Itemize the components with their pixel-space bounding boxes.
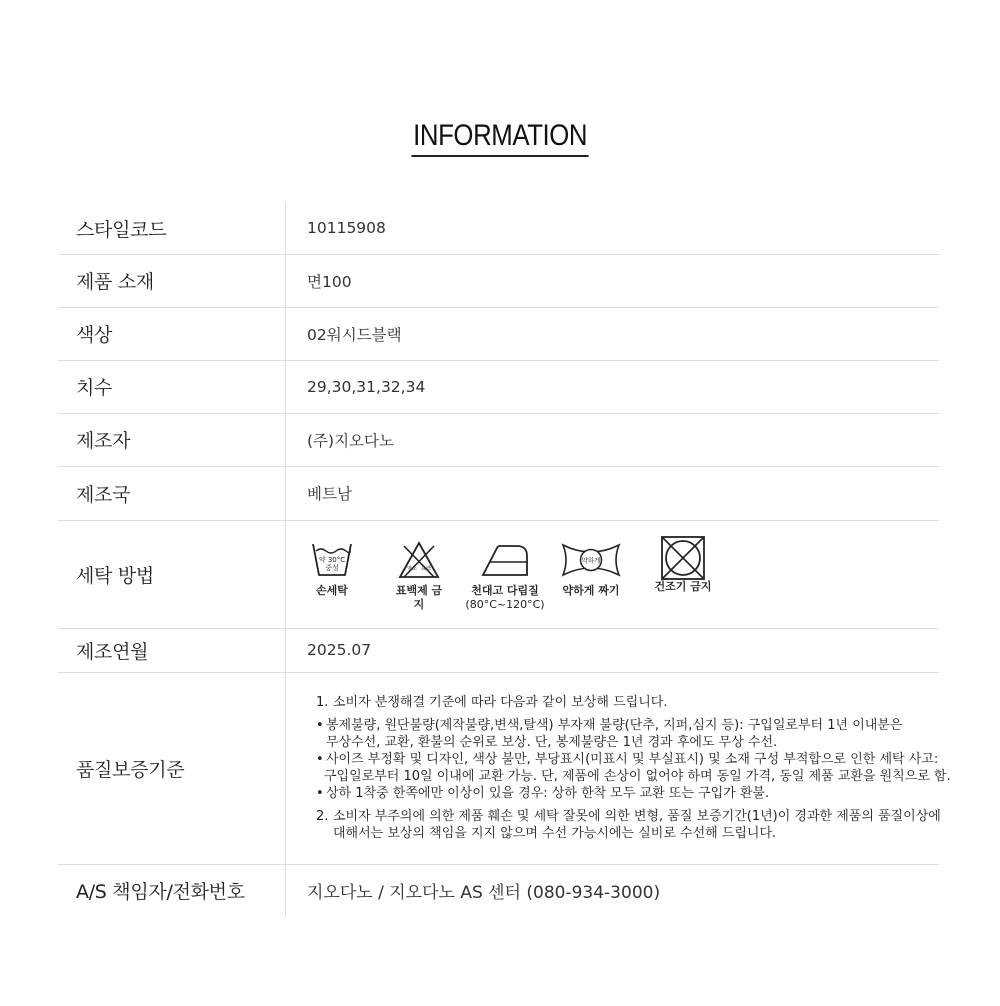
care-label: 건조기 금지 xyxy=(654,580,712,593)
item-text-cont: 대해서는 보상의 책임을 지지 않으며 수선 가능시에는 실비로 수선해 드립니다. xyxy=(333,826,777,841)
bullet-marker: • xyxy=(316,718,324,733)
item-number: 1. xyxy=(316,695,329,710)
warranty-bullet-1 xyxy=(316,717,939,734)
info-title: INFORMATION xyxy=(411,118,588,157)
row-value: 10115908 xyxy=(307,219,386,238)
row-label: 세탁 방법 xyxy=(58,520,286,628)
care-item-iron xyxy=(467,540,543,612)
row-country xyxy=(58,466,939,520)
row-material xyxy=(58,254,939,307)
row-manufacture-date xyxy=(58,628,939,672)
warranty-bullet-2 xyxy=(316,751,939,768)
hand-wash-icon xyxy=(310,540,354,580)
row-warranty xyxy=(58,672,939,864)
care-item-no-tumble-dry xyxy=(647,540,719,594)
row-value: 지오다노 / 지오다노 AS 센터 (080-934-3000) xyxy=(307,882,661,903)
bullet-marker: • xyxy=(316,752,324,767)
bullet-text: 사이즈 부정확 및 디자인, 색상 불만, 부당표시(미표시 및 부실표시) 및 소재 구성 부적합으로 인한 세탁 사고: xyxy=(326,752,939,767)
warranty-item-2 xyxy=(316,808,939,825)
row-value: 2025.07 xyxy=(307,641,372,659)
warranty-text xyxy=(316,694,951,842)
row-care xyxy=(58,520,939,628)
row-label: 제품 소재 xyxy=(58,254,286,307)
care-label: 표백제 금지 xyxy=(395,584,443,611)
no-bleach-bleach: 표백 xyxy=(421,566,431,572)
row-label: 치수 xyxy=(58,360,286,413)
row-label: 품질보증기준 xyxy=(58,672,286,864)
row-style-code xyxy=(58,203,939,254)
row-size xyxy=(58,360,939,413)
bullet-text-cont: 무상수선, 교환, 환불의 순위로 보상. 단, 봉제불량은 1년 경과 후에도 무상 수선. xyxy=(326,735,778,750)
no-bleach-icon xyxy=(397,540,441,580)
row-label: A/S 책임자/전화번호 xyxy=(58,864,286,916)
care-cell xyxy=(286,520,940,628)
row-value: 베트남 xyxy=(307,485,352,503)
item-text: 소비자 분쟁해결 기준에 따라 다음과 같이 보상해 드립니다. xyxy=(333,695,668,710)
bullet-text: 봉제불량, 원단불량(제작불량,변색,탈색) 부자재 불량(단추, 지퍼,심지 등): 구입일로부터 1년 이내분은 xyxy=(326,718,903,733)
warranty-bullet-3 xyxy=(316,785,939,802)
warranty-cell xyxy=(286,672,951,864)
row-label: 제조연월 xyxy=(58,628,286,672)
row-value: 면100 xyxy=(307,272,352,291)
no-tumble-dry-icon xyxy=(660,535,706,581)
iron-icon xyxy=(480,540,530,580)
care-label: 손세탁 xyxy=(316,584,348,597)
row-label: 제조자 xyxy=(58,413,286,466)
bullet-marker: • xyxy=(316,786,324,801)
hand-wash-neutral: 중성 xyxy=(325,564,339,572)
care-label: 약하게 짜기 xyxy=(562,584,620,597)
info-title-wrap xyxy=(0,118,1000,157)
gentle-wring-icon xyxy=(561,540,621,580)
hand-wash-temp: 약 30°C xyxy=(318,556,346,564)
care-item-hand-wash xyxy=(307,540,357,598)
warranty-item-1 xyxy=(316,694,939,711)
item-number: 2. xyxy=(316,809,329,824)
row-value: 02워시드블랙 xyxy=(307,325,402,344)
care-label: 천대고 다림질 xyxy=(471,584,539,597)
bullet-text: 상하 1착중 한쪽에만 이상이 있을 경우: 상하 한착 모두 교환 또는 구입가 환불. xyxy=(326,786,770,801)
care-item-no-bleach xyxy=(391,540,447,612)
care-sublabel: (80°C~120°C) xyxy=(465,598,545,611)
care-instructions xyxy=(307,540,939,612)
row-as-contact xyxy=(58,864,939,916)
info-table xyxy=(58,203,951,916)
row-color xyxy=(58,307,939,360)
care-item-gentle-wring xyxy=(559,540,623,598)
warranty-item-2-cont xyxy=(316,825,939,842)
bullet-text-cont: 구입일로부터 10일 이내에 교환 가능. 단, 제품에 손상이 없어야 하며 동일 가격, 동일 제품 교환을 원칙으로 함. xyxy=(324,769,951,784)
row-label: 색상 xyxy=(58,307,286,360)
warranty-bullet-2-cont xyxy=(316,768,951,785)
row-label: 제조국 xyxy=(58,466,286,520)
row-manufacturer xyxy=(58,413,939,466)
row-value: 29,30,31,32,34 xyxy=(307,377,426,396)
no-bleach-chlorine: 염소 xyxy=(407,566,417,572)
gentle-wring-inner: 약하게 xyxy=(581,556,601,565)
item-text: 소비자 부주의에 의한 제품 훼손 및 세탁 잘못에 의한 변형, 품질 보증기간(1년)이 경과한 제품의 품질이상에 xyxy=(333,809,941,824)
warranty-bullet-1-cont xyxy=(316,734,939,751)
row-label: 스타일코드 xyxy=(58,203,286,254)
row-value: (주)지오다노 xyxy=(307,431,394,450)
